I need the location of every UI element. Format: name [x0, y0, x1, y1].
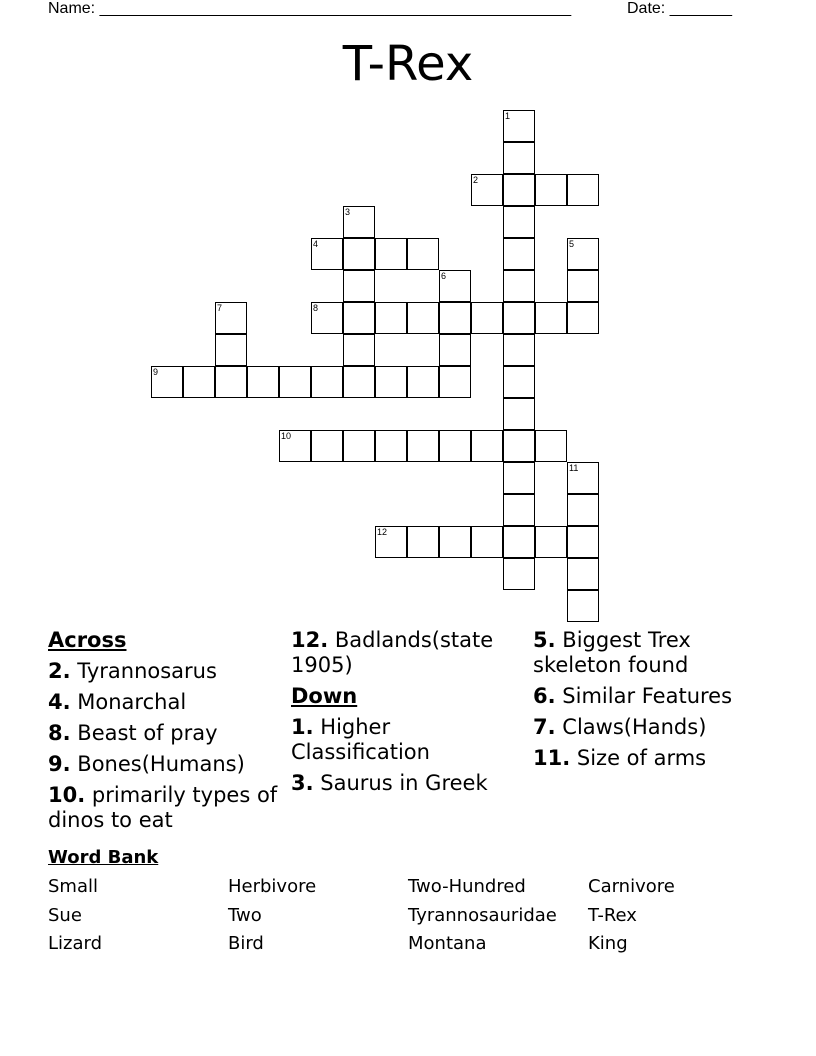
- clue-number: 9.: [48, 752, 71, 776]
- clue-text: Claws(Hands): [562, 715, 707, 739]
- crossword-cell[interactable]: [503, 206, 535, 238]
- crossword-cell[interactable]: [535, 526, 567, 558]
- crossword-cell[interactable]: [503, 334, 535, 366]
- clue-text: Beast of pray: [77, 721, 218, 745]
- crossword-cell[interactable]: [343, 430, 375, 462]
- clue-number: 4.: [48, 690, 71, 714]
- crossword-cell[interactable]: [503, 494, 535, 526]
- crossword-cell[interactable]: [535, 430, 567, 462]
- crossword-cell[interactable]: [567, 174, 599, 206]
- crossword-cell[interactable]: [535, 302, 567, 334]
- word-bank-word: Tyrannosauridae: [408, 904, 557, 926]
- crossword-cell[interactable]: [311, 302, 343, 334]
- crossword-cell[interactable]: [439, 270, 471, 302]
- crossword-cell[interactable]: [567, 558, 599, 590]
- clue-number: 5.: [533, 628, 556, 652]
- crossword-cell[interactable]: [503, 462, 535, 494]
- clue-number: 7.: [533, 715, 556, 739]
- word-bank-title: Word Bank: [48, 847, 159, 868]
- crossword-cell[interactable]: [471, 526, 503, 558]
- crossword-cell[interactable]: [343, 366, 375, 398]
- word-bank-row: [48, 873, 768, 902]
- crossword-cell[interactable]: [567, 238, 599, 270]
- crossword-cell[interactable]: [375, 302, 407, 334]
- clue-number: 2.: [48, 659, 71, 683]
- word-bank-word: Herbivore: [228, 876, 317, 897]
- crossword-cell[interactable]: [343, 238, 375, 270]
- crossword-cell[interactable]: [439, 366, 471, 398]
- crossword-cell[interactable]: [503, 302, 535, 334]
- clue-text: Higher Classification: [291, 715, 430, 764]
- crossword-cell[interactable]: [311, 430, 343, 462]
- crossword-cell[interactable]: [567, 462, 599, 494]
- clue-down-6: [533, 684, 763, 709]
- clue-text: Similar Features: [562, 684, 733, 708]
- crossword-cell[interactable]: [407, 302, 439, 334]
- cell-number: 3: [345, 207, 351, 217]
- clue-text: primarily types of dinos to eat: [48, 783, 278, 832]
- cell-number: 10: [281, 431, 292, 441]
- clue-across-8: [48, 721, 278, 746]
- word-bank-word: T-Rex: [588, 904, 637, 926]
- crossword-cell[interactable]: [439, 302, 471, 334]
- crossword-cell[interactable]: [343, 270, 375, 302]
- cell-number: 1: [505, 111, 511, 121]
- word-bank-word: Bird: [228, 933, 264, 954]
- crossword-cell[interactable]: [503, 398, 535, 430]
- across-heading: Across: [48, 628, 127, 652]
- cell-number: 8: [313, 303, 319, 313]
- cell-number: 7: [217, 303, 223, 313]
- clue-number: 3.: [291, 771, 314, 795]
- clue-number: 6.: [533, 684, 556, 708]
- clue-down-7: [533, 715, 763, 740]
- crossword-cell[interactable]: [343, 302, 375, 334]
- crossword-cell[interactable]: [407, 526, 439, 558]
- word-bank-word: Two-Hundred: [408, 876, 526, 897]
- word-bank-row: [48, 902, 768, 931]
- word-bank: [48, 873, 768, 959]
- word-bank-word: Lizard: [48, 933, 103, 954]
- crossword-cell[interactable]: [503, 366, 535, 398]
- clue-text: Biggest Trex skeleton found: [533, 628, 691, 677]
- clue-across-12: [291, 628, 521, 678]
- crossword-cell[interactable]: [535, 174, 567, 206]
- crossword-cell[interactable]: [407, 430, 439, 462]
- crossword-cell[interactable]: [375, 366, 407, 398]
- crossword-cell[interactable]: [215, 302, 247, 334]
- date-line: Date: _______: [627, 0, 732, 17]
- word-bank-word: King: [588, 933, 628, 954]
- crossword-cell[interactable]: [567, 526, 599, 558]
- name-line: Name: _____________________________________________________: [48, 0, 572, 17]
- crossword-cell[interactable]: [343, 334, 375, 366]
- crossword-cell[interactable]: [503, 174, 535, 206]
- crossword-cell[interactable]: [503, 142, 535, 174]
- clue-number: 11.: [533, 746, 571, 770]
- crossword-cell[interactable]: [567, 270, 599, 302]
- clues-column-2: [291, 628, 521, 802]
- crossword-cell[interactable]: [471, 302, 503, 334]
- clue-across-9: [48, 752, 278, 777]
- crossword-cell[interactable]: [375, 238, 407, 270]
- word-bank-word: Montana: [408, 933, 487, 954]
- clue-text: Tyrannosarus: [77, 659, 217, 683]
- crossword-cell[interactable]: [407, 366, 439, 398]
- word-bank-word: Sue: [48, 904, 82, 926]
- crossword-cell[interactable]: [567, 302, 599, 334]
- word-bank-word: Carnivore: [588, 876, 675, 897]
- crossword-cell[interactable]: [311, 366, 343, 398]
- crossword-cell[interactable]: [279, 366, 311, 398]
- clue-down-5: [533, 628, 763, 678]
- clue-text: Bones(Humans): [77, 752, 245, 776]
- crossword-cell[interactable]: [503, 110, 535, 142]
- clues-column-3: [533, 628, 763, 777]
- crossword-cell[interactable]: [503, 270, 535, 302]
- clue-number: 8.: [48, 721, 71, 745]
- clue-across-10: [48, 783, 278, 833]
- crossword-cell[interactable]: [407, 238, 439, 270]
- page-title: T-Rex: [342, 36, 474, 92]
- clue-down-1: [291, 715, 521, 765]
- clue-number: 10.: [48, 783, 86, 807]
- crossword-cell[interactable]: [215, 334, 247, 366]
- crossword-cell[interactable]: [375, 526, 407, 558]
- clue-across-2: [48, 659, 278, 684]
- cell-number: 5: [569, 239, 575, 249]
- cell-number: 6: [441, 271, 447, 281]
- crossword-cell[interactable]: [439, 430, 471, 462]
- word-bank-word: Two: [228, 904, 262, 926]
- crossword-cell[interactable]: [375, 430, 407, 462]
- crossword-cell[interactable]: [567, 494, 599, 526]
- clue-text: Monarchal: [77, 690, 187, 714]
- crossword-cell[interactable]: [151, 366, 183, 398]
- clue-across-4: [48, 690, 278, 715]
- down-heading: Down: [291, 684, 358, 708]
- crossword-cell[interactable]: [503, 430, 535, 462]
- cell-number: 11: [569, 463, 579, 473]
- crossword-cell[interactable]: [471, 174, 503, 206]
- clue-text: Saurus in Greek: [320, 771, 488, 795]
- crossword-cell[interactable]: [503, 238, 535, 270]
- clues-column-1: [48, 628, 278, 839]
- cell-number: 12: [377, 527, 388, 537]
- clue-down-11: [533, 746, 763, 771]
- crossword-cell[interactable]: [503, 526, 535, 558]
- crossword-cell[interactable]: [439, 334, 471, 366]
- clue-down-3: [291, 771, 521, 796]
- crossword-cell[interactable]: [311, 238, 343, 270]
- crossword-cell[interactable]: [471, 430, 503, 462]
- clue-number: 12.: [291, 628, 329, 652]
- cell-number: 4: [313, 239, 319, 249]
- crossword-cell[interactable]: [343, 206, 375, 238]
- crossword-cell[interactable]: [503, 558, 535, 590]
- word-bank-row: [48, 930, 768, 959]
- crossword-cell[interactable]: [567, 590, 599, 622]
- cell-number: 2: [473, 175, 479, 185]
- crossword-cell[interactable]: [247, 366, 279, 398]
- clue-text: Size of arms: [576, 746, 707, 770]
- crossword-cell[interactable]: [439, 526, 471, 558]
- word-bank-word: Small: [48, 876, 98, 897]
- cell-number: 9: [153, 367, 159, 377]
- clue-number: 1.: [291, 715, 314, 739]
- crossword-cell[interactable]: [215, 366, 247, 398]
- crossword-cell[interactable]: [183, 366, 215, 398]
- crossword-cell[interactable]: [279, 430, 311, 462]
- clue-text: Badlands(state 1905): [291, 628, 494, 677]
